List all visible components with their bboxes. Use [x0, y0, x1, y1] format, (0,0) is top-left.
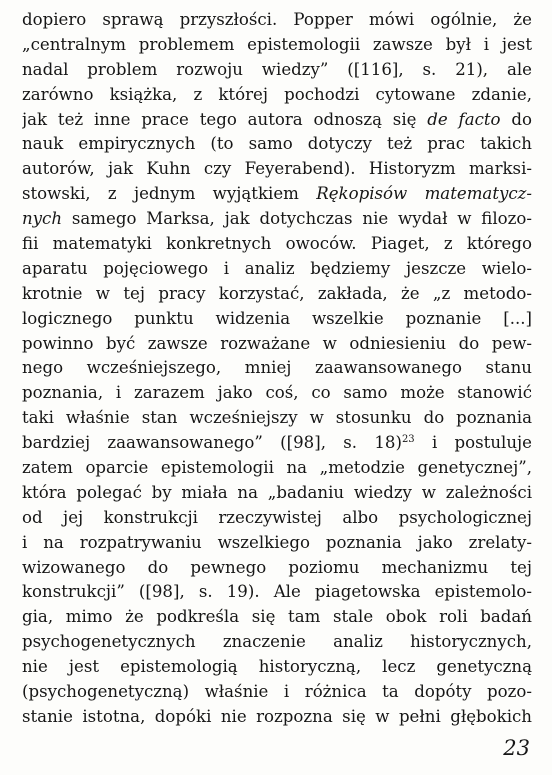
text-segment: zatem oparcie epistemologii na „metodzie genetycznej”, — [22, 458, 532, 478]
text-segment: stanie istotna, dopóki nie rozpozna się w pełni głębokich — [22, 706, 532, 726]
text-line — [22, 381, 532, 406]
text-line — [22, 580, 532, 605]
text-segment: aparatu pojęciowego i analiz będziemy jeszcze wielo- — [22, 258, 532, 278]
text-line — [22, 307, 532, 332]
text-segment: fii matematyki konkretnych owoców. Piaget, z którego — [22, 234, 532, 254]
text-line — [22, 431, 532, 456]
text-line — [22, 630, 532, 655]
text-segment: bardziej zaawansowanego” ([98], s. 18) — [22, 433, 402, 453]
text-segment: taki właśnie stan wcześniejszy w stosunku do poznania — [22, 408, 532, 428]
text-line — [22, 8, 532, 33]
footnote-ref: 23 — [401, 434, 415, 446]
text-line — [22, 157, 532, 182]
text-segment: „centralnym problemem epistemologii zawsze był i jest — [22, 34, 532, 54]
text-line — [22, 506, 532, 531]
text-line — [22, 33, 532, 58]
text-segment: zarówno książka, z której pochodzi cytowane zdanie, — [22, 84, 532, 104]
text-line — [22, 207, 532, 232]
text-segment: od jej konstrukcji rzeczywistej albo psychologicznej — [22, 507, 532, 527]
text-segment: samego Marksa, jak dotychczas nie wydał w filozo- — [62, 209, 532, 229]
text-line — [22, 605, 532, 630]
text-segment: która polegać by miała na „badaniu wiedzy w zależności — [22, 482, 532, 502]
text-line — [22, 332, 532, 357]
text-segment: i postuluje — [414, 433, 532, 453]
text-segment: nauk empirycznych (to samo dotyczy też prac takich — [22, 134, 532, 154]
text-line — [22, 655, 532, 680]
text-line — [22, 132, 532, 157]
text-segment: (psychogenetyczną) właśnie i różnica ta dopóty pozo- — [22, 682, 532, 702]
text-segment: psychogenetycznych znaczenie analiz historycznych, — [22, 632, 532, 652]
text-line — [22, 406, 532, 431]
text-segment: poznania, i zarazem jako coś, co samo może stanowić — [22, 383, 532, 403]
page-number: 23 — [503, 736, 530, 760]
italic-text: de facto — [427, 109, 501, 129]
text-line — [22, 108, 532, 133]
body-text — [22, 8, 532, 730]
text-segment: konstrukcji” ([98], s. 19). Ale piagetowska epistemolo- — [22, 582, 532, 602]
text-line — [22, 257, 532, 282]
text-segment: autorów, jak Kuhn czy Feyerabend). Historyzm marksi- — [22, 159, 532, 179]
text-line — [22, 232, 532, 257]
italic-text: Rękopisów matematycz- — [316, 184, 532, 204]
text-segment: nego wcześniejszego, mniej zaawansowanego stanu — [22, 358, 532, 378]
text-segment: logicznego punktu widzenia wszelkie poznanie [...] — [22, 308, 532, 328]
text-line — [22, 83, 532, 108]
text-segment: nie jest epistemologią historyczną, lecz genetyczną — [22, 657, 532, 677]
text-line — [22, 58, 532, 83]
text-segment: powinno być zawsze rozważane w odniesieniu do pew- — [22, 333, 532, 353]
text-line — [22, 556, 532, 581]
text-segment: wizowanego do pewnego poziomu mechanizmu tej — [22, 557, 532, 577]
text-line — [22, 531, 532, 556]
text-segment: jak też inne prace tego autora odnoszą się — [22, 109, 428, 129]
text-segment: do — [500, 109, 532, 129]
text-line — [22, 356, 532, 381]
text-line — [22, 705, 532, 730]
italic-text: nych — [22, 209, 63, 229]
text-line — [22, 481, 532, 506]
text-segment: gia, mimo że podkreśla się tam stale obok roli badań — [22, 607, 532, 627]
text-segment: i na rozpatrywaniu wszelkiego poznania jako zrelaty- — [22, 532, 532, 552]
text-segment: nadal problem rozwoju wiedzy” ([116], s. 21), ale — [22, 59, 532, 79]
text-line — [22, 680, 532, 705]
text-line — [22, 182, 532, 207]
text-segment: krotnie w tej pracy korzystać, zakłada, że „z metodo- — [22, 283, 532, 303]
text-line — [22, 282, 532, 307]
text-segment: stowski, z jednym wyjątkiem — [22, 184, 317, 204]
text-segment: dopiero sprawą przyszłości. Popper mówi ogólnie, że — [22, 10, 532, 29]
text-line — [22, 456, 532, 481]
